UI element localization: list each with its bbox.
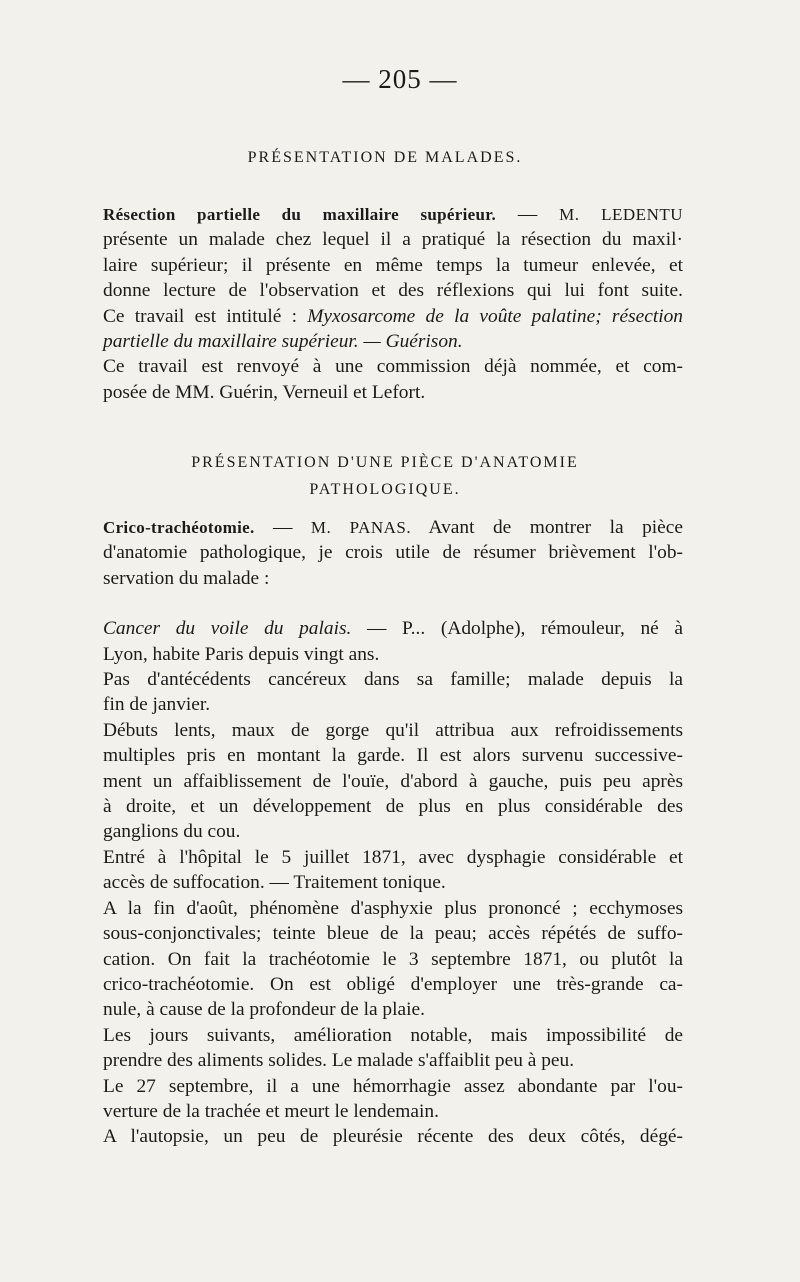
- section1-lead-line: [103, 202, 683, 227]
- lead-title: Crico-trachéotomie.: [103, 518, 255, 537]
- work-title-part2: partielle du maxillaire supérieur. — Guérison.: [103, 331, 463, 353]
- section-heading-text: PRÉSENTATION DE MALADES.: [247, 149, 523, 166]
- section-heading-malades: [0, 144, 770, 171]
- work-title-part1: Myxosarcome de la voûte palatine; résection: [307, 305, 683, 327]
- text-line: Le 27 septembre, il a une hémorrhagie assez abondante par l'ou-: [103, 1075, 683, 1097]
- section1-body: [103, 202, 683, 405]
- text-line: prendre des aliments solides. Le malade s'affaiblit peu à peu.: [103, 1050, 575, 1072]
- section2-lead-line: [103, 515, 683, 540]
- text-line: Ce travail est renvoyé à une commission déjà nommée, et com-: [103, 356, 683, 378]
- text-line: à droite, et un développement de plus en plus considérable des: [103, 796, 683, 818]
- text-line: cation. On fait la trachéotomie le 3 septembre 1871, ou plutôt la: [103, 948, 683, 970]
- text-line: Lyon, habite Paris depuis vingt ans.: [103, 643, 380, 665]
- text-line: multiples pris en montant la garde. Il est alors survenu successive-: [103, 745, 683, 767]
- text-line: verture de la trachée et meurt le lendemain.: [103, 1100, 439, 1122]
- lead-separator: —: [496, 204, 560, 225]
- text-line: présente un malade chez lequel il a pratiqué la résection du maxil·: [103, 229, 683, 251]
- title-line: [103, 304, 683, 329]
- text-line: nule, à cause de la profondeur de la plaie.: [103, 999, 425, 1021]
- text-line: servation du malade :: [103, 567, 270, 589]
- title-intro: Ce travail est intitulé :: [103, 305, 308, 327]
- text-line: Pas d'antécédents cancéreux dans sa famille; malade depuis la: [103, 669, 683, 691]
- text-line: ganglions du cou.: [103, 821, 241, 843]
- section-heading-line1: PRÉSENTATION D'UNE PIÈCE D'ANATOMIE: [191, 454, 579, 471]
- spacer: [103, 591, 683, 616]
- text-line: ment un affaiblissement de l'ouïe, d'abord à gauche, puis peu après: [103, 770, 683, 792]
- lead-separator: —: [254, 517, 311, 538]
- case-title: Cancer du voile du palais.: [103, 618, 352, 640]
- text-line: fin de janvier.: [103, 694, 211, 716]
- title-line: [103, 329, 683, 354]
- author-name: M. LEDENTU: [559, 205, 684, 224]
- text-line: Débuts lents, maux de gorge qu'il attribua aux refroidissements: [103, 719, 683, 741]
- section-heading-line2: PATHOLOGIQUE.: [309, 481, 461, 498]
- section-heading-anatomie: [0, 449, 770, 503]
- text-line: A l'autopsie, un peu de pleurésie récente des deux côtés, dégé-: [103, 1126, 683, 1148]
- text-line: Entré à l'hôpital le 5 juillet 1871, avec dysphagie considérable et: [103, 846, 683, 868]
- text-line: donne lecture de l'observation et des réflexions qui lui font suite.: [103, 280, 683, 302]
- case-rest: — P... (Adolphe), rémouleur, né à: [351, 618, 683, 640]
- text-line: Les jours suivants, amélioration notable, mais impossibilité de: [103, 1024, 683, 1046]
- page-number: — 205 —: [342, 64, 458, 94]
- lead-rest: Avant de montrer la pièce: [411, 517, 683, 538]
- text-line: sous-conjonctivales; teinte bleue de la peau; accès répétés de suffo-: [103, 923, 683, 945]
- section2-body: [103, 515, 683, 1150]
- text-line: d'anatomie pathologique, je crois utile de résumer brièvement l'ob-: [103, 542, 683, 564]
- text-line: A la fin d'août, phénomène d'asphyxie plus prononcé ; ecchymoses: [103, 897, 683, 919]
- case-title-line: [103, 616, 683, 641]
- lead-title: Résection partielle du maxillaire supérieur.: [103, 205, 497, 224]
- text-line: posée de MM. Guérin, Verneuil et Lefort.: [103, 381, 426, 403]
- text-line: crico-trachéotomie. On est obligé d'employer une très-grande ca-: [103, 973, 683, 995]
- text-line: laire supérieur; il présente en même temps la tumeur enlevée, et: [103, 254, 683, 276]
- text-line: accès de suffocation. — Traitement tonique.: [103, 872, 446, 894]
- author-name: M. PANAS.: [310, 518, 412, 537]
